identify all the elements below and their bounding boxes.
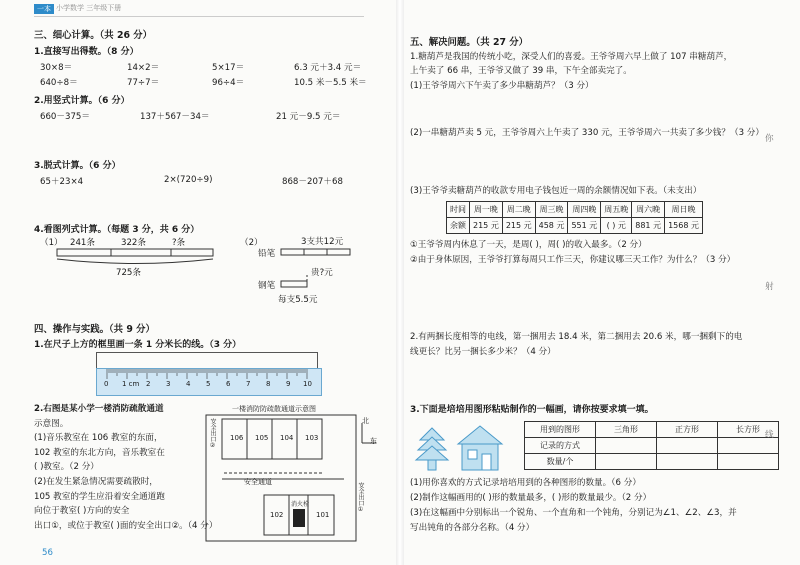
table-cell: 数量/个 bbox=[525, 454, 596, 470]
ruler-label-2: 2 bbox=[146, 380, 151, 388]
table-cell[interactable] bbox=[657, 454, 718, 470]
text-line: 102 教室的东北方向，音乐教室在 bbox=[34, 447, 165, 458]
table-cell: 458 元 bbox=[535, 218, 568, 234]
vertical-calc-item: 660－375＝ bbox=[40, 112, 90, 122]
table-header: 周五晚 bbox=[601, 202, 632, 218]
table-row bbox=[525, 438, 779, 454]
table-header: 周二晚 bbox=[502, 202, 535, 218]
diagram-1-label-a: 241条 bbox=[70, 238, 95, 248]
calc-item: 5×17＝ bbox=[212, 63, 245, 73]
diagram-2-each: 每支5.5元 bbox=[278, 295, 318, 305]
table-header: 三角形 bbox=[596, 422, 657, 438]
margin-char: 线 bbox=[765, 430, 774, 440]
calc-item: 96÷4＝ bbox=[212, 78, 245, 88]
r-q1-text bbox=[410, 50, 732, 93]
table-header: 周四晚 bbox=[568, 202, 601, 218]
step-calc-item: 868－207＋68 bbox=[282, 177, 343, 187]
text-line: 示意图。 bbox=[34, 418, 69, 429]
table-header: 长方形 bbox=[718, 422, 779, 438]
header-rule bbox=[34, 16, 364, 17]
r-q1-part2: (2)一串糖葫芦卖 5 元，王爷爷周六上午卖了 330 元，王爷爷周六一共卖了多少钱？（3 分） bbox=[410, 128, 764, 138]
map-title: 一楼消防防疏散通道示意图 bbox=[232, 405, 316, 413]
margin-char: 射 bbox=[765, 282, 774, 292]
room-101: 101 bbox=[316, 511, 330, 519]
diagram-1-label-c: ?条 bbox=[172, 238, 186, 248]
table-header: 周日晚 bbox=[665, 202, 703, 218]
segment-diagram-2 bbox=[280, 243, 360, 295]
text-line: 2.右图是某小学一楼消防疏散通道 bbox=[34, 404, 164, 414]
table-cell: 215 元 bbox=[470, 218, 503, 234]
compass-east: 东 bbox=[370, 437, 377, 445]
text-line: 向位于教室( )方向的安全 bbox=[34, 506, 130, 517]
ruler-label-4: 4 bbox=[186, 380, 191, 388]
ruler-label-10: 10 bbox=[303, 380, 312, 388]
table-cell[interactable] bbox=[596, 438, 657, 454]
step-calc-item: 2×(720÷9) bbox=[164, 175, 213, 185]
table-row bbox=[447, 218, 703, 234]
table-row bbox=[447, 202, 703, 218]
fire-hydrant-label: 消火栓 bbox=[291, 501, 310, 508]
evacuation-map bbox=[204, 404, 380, 544]
exit-2-label: 安全出口② bbox=[209, 418, 216, 449]
text-line: 线更长？比另一捆长多少米？（4 分） bbox=[410, 347, 556, 357]
section-5-title: 五、解决问题。（共 27 分） bbox=[410, 37, 529, 48]
r-q3-text bbox=[410, 476, 737, 536]
table-cell: 881 元 bbox=[632, 218, 665, 234]
safe-passage-label: 安全通道 bbox=[244, 478, 272, 486]
r-q2-text bbox=[410, 330, 742, 360]
table-cell: 记录的方式 bbox=[525, 438, 596, 454]
calc-item: 77÷7＝ bbox=[127, 78, 160, 88]
text-line: (2)制作这幅画用的( )形的数量最多，( )形的数量最少。（2 分） bbox=[410, 493, 652, 503]
map-drawing bbox=[204, 413, 380, 544]
shape-count-table bbox=[524, 421, 779, 470]
table-row bbox=[525, 454, 779, 470]
table-header: 周三晚 bbox=[535, 202, 568, 218]
table-row bbox=[525, 422, 779, 438]
q2-title: 2.用竖式计算。（6 分） bbox=[34, 96, 130, 106]
vertical-calc-item: 21 元－9.5 元＝ bbox=[276, 112, 341, 122]
calc-item: 6.3 元＋3.4 元＝ bbox=[294, 63, 362, 73]
exit-1-label: 安全出口① bbox=[357, 482, 364, 513]
room-104: 104 bbox=[280, 434, 294, 442]
text-line: (1)王爷爷周六下午卖了多少串糖葫芦？（3 分） bbox=[410, 80, 594, 91]
table-cell: 余额 bbox=[447, 218, 470, 234]
ruler-label-8: 8 bbox=[266, 380, 271, 388]
ruler-label-1: 1 cm bbox=[122, 380, 140, 388]
text-line: (1)用你喜欢的方式记录培培用到的各种图形的数量。（6 分） bbox=[410, 478, 641, 488]
q1-title: 1.直接写出得数。（8 分） bbox=[34, 47, 139, 57]
diagram-1-number: （1） bbox=[40, 238, 63, 248]
diagram-1-total: 725条 bbox=[116, 268, 141, 278]
step-calc-item: 65＋23×4 bbox=[40, 177, 84, 187]
table-cell[interactable] bbox=[718, 454, 779, 470]
table-cell: 215 元 bbox=[502, 218, 535, 234]
diagram-2-question: 贵?元 bbox=[311, 268, 333, 278]
header-badge: 一本 bbox=[34, 4, 54, 14]
vertical-calc-item: 137＋567－34＝ bbox=[140, 112, 210, 122]
diagram-2-pen: 钢笔 bbox=[258, 281, 276, 291]
text-line: 2.有两捆长度相等的电线，第一捆用去 18.4 米，第二捆用去 20.6 米，哪一捆剩下的电 bbox=[410, 332, 743, 342]
ruler-label-6: 6 bbox=[226, 380, 231, 388]
ruler-label-9: 9 bbox=[286, 380, 291, 388]
text-line: ( )教室。（2 分） bbox=[34, 462, 99, 473]
r-q3-title: 3.下面是培培用图形粘贴制作的一幅画，请你按要求填一填。 bbox=[410, 405, 654, 415]
draw-line-box[interactable] bbox=[96, 352, 318, 369]
text-line: (3)在这幅画中分别标出一个锐角、一个直角和一个钝角，分别记为∠1、∠2、∠3，并 bbox=[410, 508, 737, 518]
shape-picture bbox=[414, 422, 510, 472]
page-number: 56 bbox=[42, 548, 53, 558]
r-q1-part3: (3)王爷爷卖糖葫芦的收款专用电子钱包近一周的余额情况如下表。（未支出） bbox=[410, 186, 702, 196]
calc-item: 10.5 米－5.5 米＝ bbox=[294, 78, 367, 88]
diagram-1-label-b: 322条 bbox=[121, 238, 146, 248]
calc-item: 30×8＝ bbox=[40, 63, 73, 73]
table-cell: 1568 元 bbox=[665, 218, 703, 234]
room-103: 103 bbox=[305, 434, 319, 442]
balance-table bbox=[446, 201, 703, 234]
calc-item: 640÷8＝ bbox=[40, 78, 78, 88]
q4-title: 4.看图列式计算。（每题 3 分，共 6 分） bbox=[34, 225, 200, 235]
text-line: ①王爷爷周内休息了一天，是周( )，周( )的收入最多。（2 分） bbox=[410, 240, 647, 250]
table-cell[interactable] bbox=[596, 454, 657, 470]
text-line: 出口①，或位于教室( )面的安全出口②。（4 分） bbox=[34, 520, 218, 531]
s4-q2-text bbox=[34, 402, 217, 533]
compass-north: 北 bbox=[362, 417, 369, 425]
page-fold bbox=[396, 0, 404, 565]
section-3-title: 三、细心计算。（共 26 分） bbox=[34, 30, 153, 41]
calc-item: 14×2＝ bbox=[127, 63, 160, 73]
diagram-2-pencil: 铅笔 bbox=[258, 249, 276, 259]
q3-title: 3.脱式计算。（6 分） bbox=[34, 161, 121, 171]
text-line: 1.糖葫芦是我国的传统小吃，深受人们的喜爱。王爷爷周六早上做了 107 串糖葫芦， bbox=[410, 52, 733, 62]
text-line: 上午卖了 66 串，王爷爷又做了 39 串，下午全部卖完了。 bbox=[410, 66, 632, 77]
table-cell[interactable] bbox=[657, 438, 718, 454]
diagram-2-number: （2） bbox=[240, 238, 263, 248]
r-q1-after bbox=[410, 238, 735, 268]
table-header: 正方形 bbox=[657, 422, 718, 438]
text-line: (2)在发生紧急情况需要疏散时， bbox=[34, 476, 158, 487]
text-line: 写出钝角的各部分名称。（4 分） bbox=[410, 523, 535, 533]
text-line: (1)音乐教室在 106 教室的东面， bbox=[34, 433, 163, 444]
text-line: ②由于身体原因，王爷爷打算每周只工作三天，你建议哪三天工作？为什么？（3 分） bbox=[410, 255, 736, 265]
table-cell: 551 元 bbox=[568, 218, 601, 234]
text-line: 105 教室的学生应沿着安全通道跑 bbox=[34, 491, 165, 502]
margin-char: 你 bbox=[765, 134, 774, 144]
ruler-label-3: 3 bbox=[166, 380, 171, 388]
room-102: 102 bbox=[270, 511, 284, 519]
ruler-label-0: 0 bbox=[104, 380, 109, 388]
table-cell[interactable]: ( ) 元 bbox=[601, 218, 632, 234]
table-header: 用到的图形 bbox=[525, 422, 596, 438]
table-header: 周一晚 bbox=[470, 202, 503, 218]
diagram-2-top: 3支共12元 bbox=[301, 237, 344, 247]
table-header: 时间 bbox=[447, 202, 470, 218]
header-text: 小学数学 三年级下册 bbox=[56, 4, 122, 12]
room-105: 105 bbox=[255, 434, 269, 442]
table-header: 周六晚 bbox=[632, 202, 665, 218]
ruler-label-5: 5 bbox=[206, 380, 211, 388]
s4-q1-title: 1.在尺子上方的框里画一条 1 分米长的线。（3 分） bbox=[34, 340, 242, 350]
section-4-title: 四、操作与实践。（共 9 分） bbox=[34, 324, 155, 335]
room-106: 106 bbox=[230, 434, 244, 442]
ruler-label-7: 7 bbox=[246, 380, 251, 388]
